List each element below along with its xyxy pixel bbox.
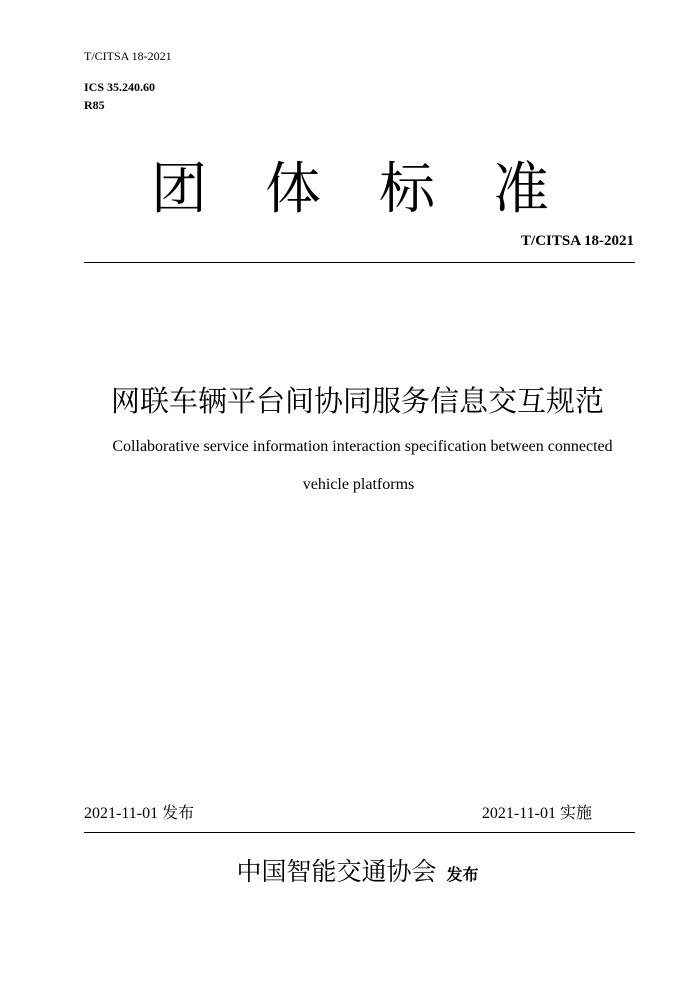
publisher-name: 中国智能交通协会 — [236, 857, 437, 886]
publisher-action: 发布 — [446, 865, 479, 884]
publisher-line — [0, 854, 700, 893]
doc-code: T/CITSA 18-2021 — [84, 49, 172, 63]
bottom-divider — [84, 832, 635, 833]
implement-date: 2021-11-01 实施 — [481, 805, 592, 822]
title-english-line1: Collaborative service information interaction specification between connected — [112, 438, 613, 455]
standard-number: T/CITSA 18-2021 — [521, 233, 634, 249]
ccs-code: R85 — [84, 98, 105, 112]
title-english-line2: vehicle platforms — [302, 476, 415, 493]
publish-date: 2021-11-01 发布 — [84, 805, 195, 822]
standard-type-heading: 团体标准 — [151, 157, 607, 222]
title-chinese: 网联车辆平台间协同服务信息交互规范 — [110, 384, 604, 418]
top-divider — [84, 262, 635, 263]
ics-code: ICS 35.240.60 — [84, 80, 156, 94]
